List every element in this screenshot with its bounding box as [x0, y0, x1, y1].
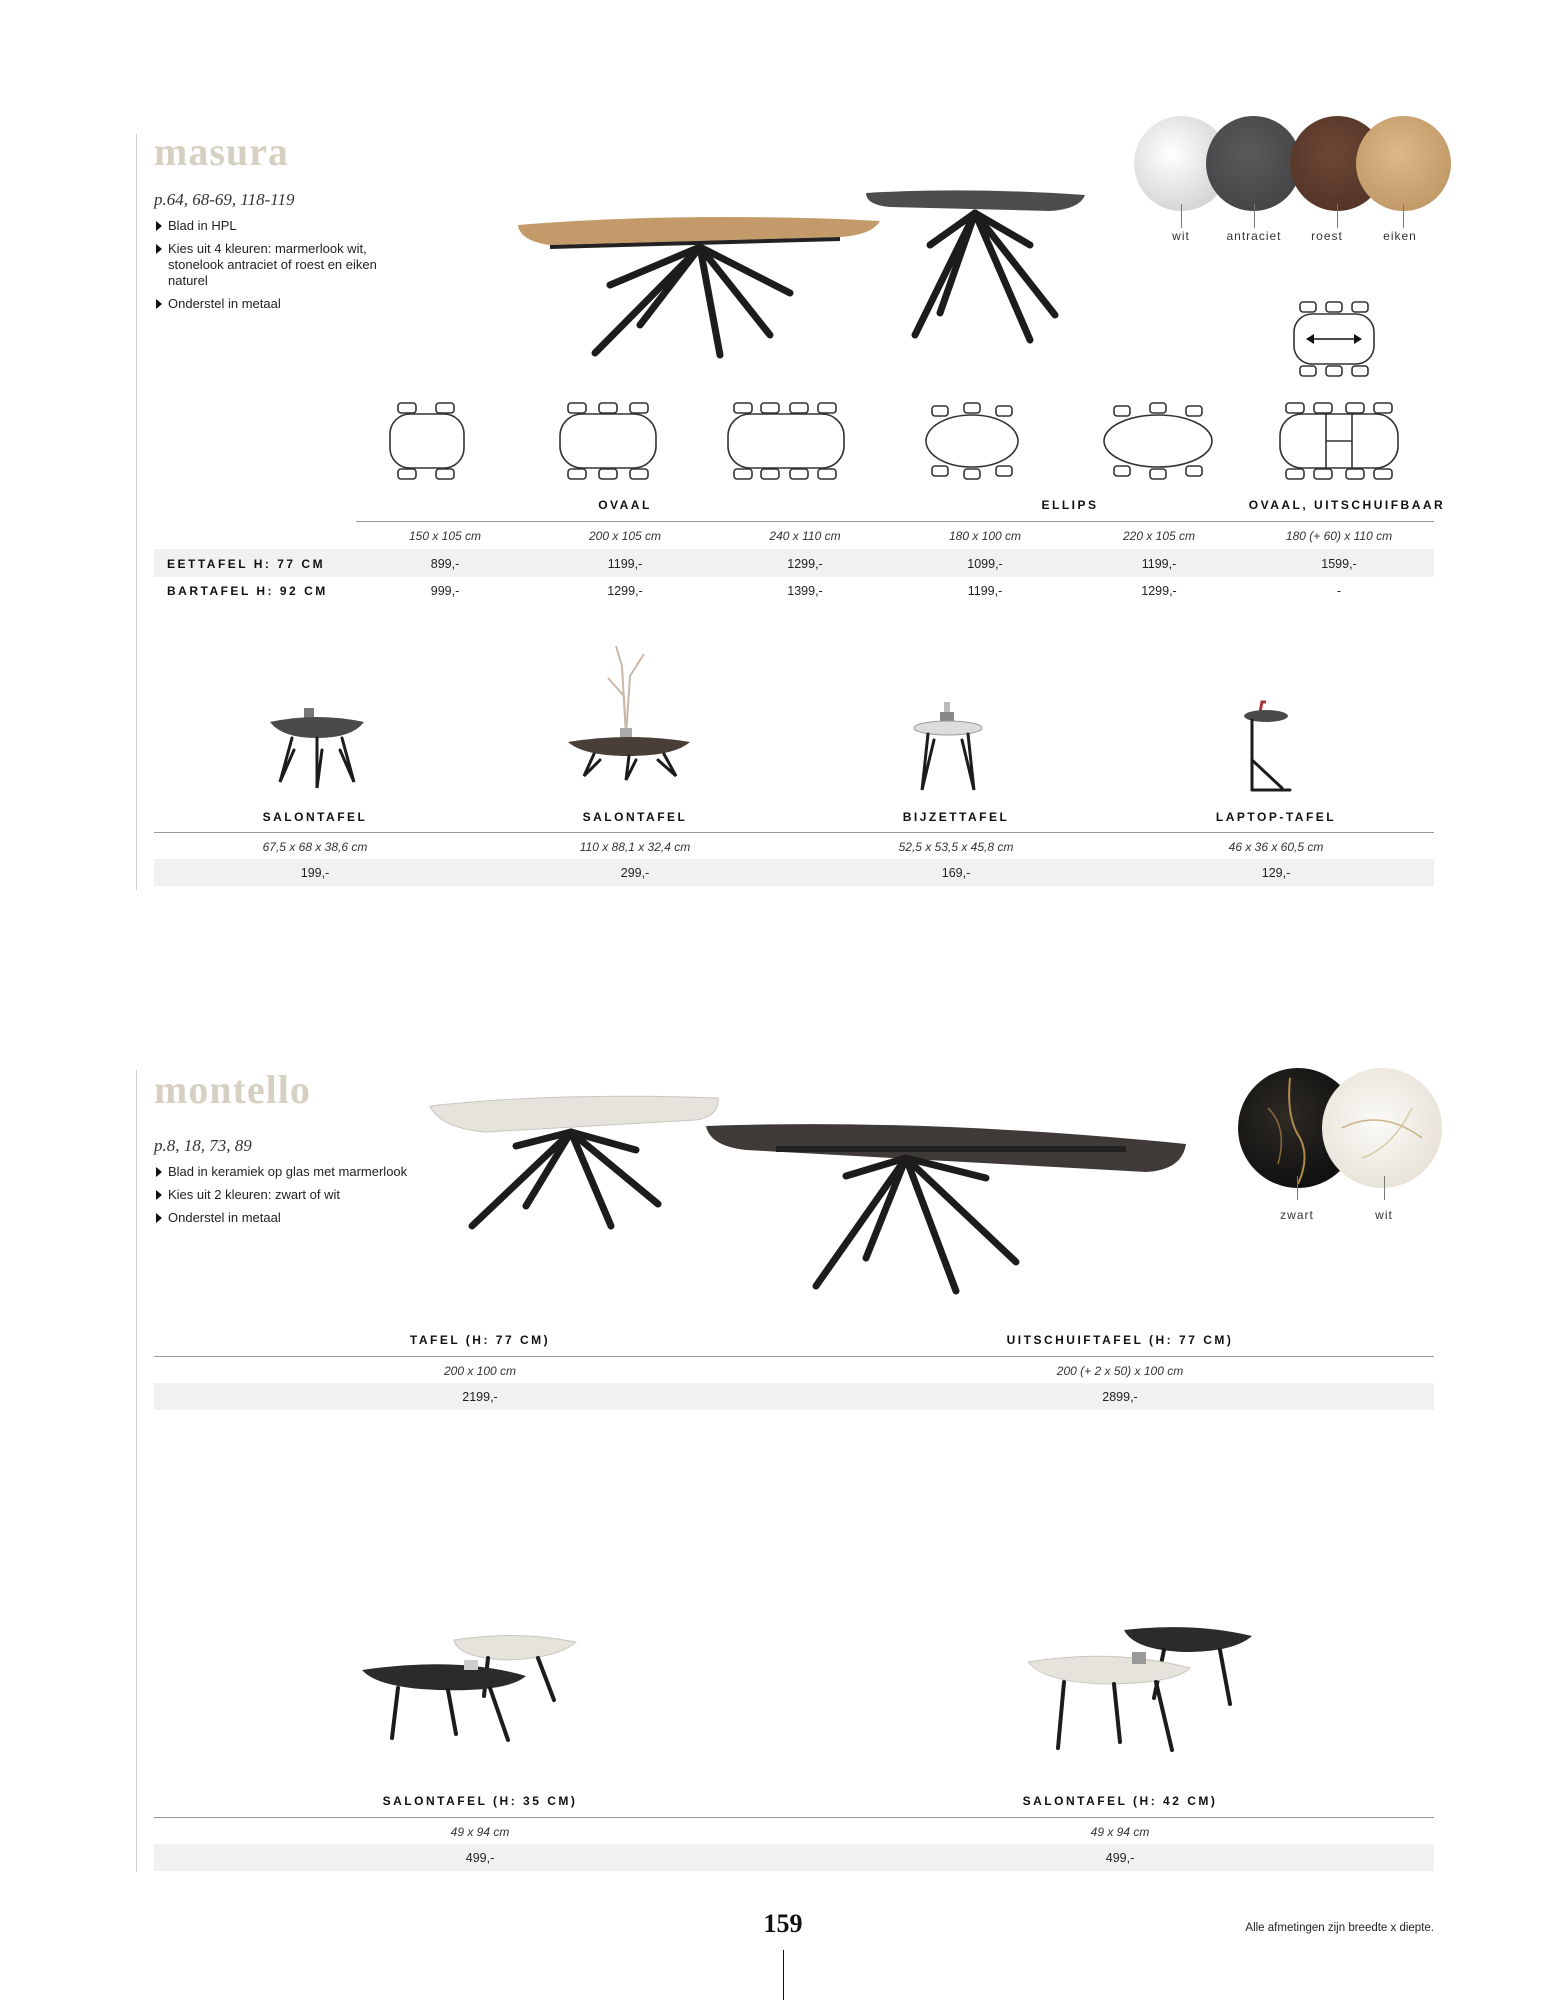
- side-table-price: 169,-: [941, 866, 971, 880]
- montello-dining-tables-image: [426, 1086, 1194, 1296]
- table-diagram-180x110-extendable: [1276, 400, 1402, 482]
- montello-coffee-size: 49 x 94 cm: [1090, 1825, 1150, 1839]
- montello-dining-name: TAFEL (H: 77 CM): [409, 1333, 551, 1347]
- side-table-price: 299,-: [620, 866, 650, 880]
- masura-title: masura: [154, 129, 289, 174]
- montello-coffee-size: 49 x 94 cm: [450, 1825, 510, 1839]
- montello-coffee-price: 499,-: [1105, 1851, 1135, 1865]
- swatch-eiken: [1356, 116, 1451, 211]
- table-diagram-240x110: [724, 400, 848, 482]
- swatch-tick: [1384, 1176, 1385, 1200]
- swatch-tick: [1254, 204, 1255, 228]
- size-cell: 200 x 105 cm: [588, 529, 662, 543]
- side-table-size: 110 x 88,1 x 32,4 cm: [579, 840, 691, 854]
- side-table-name: LAPTOP-TAFEL: [1215, 810, 1337, 824]
- swatch-label: wit: [1375, 1208, 1393, 1222]
- side-table-size: 67,5 x 68 x 38,6 cm: [262, 840, 368, 854]
- swatch-label: zwart: [1280, 1208, 1314, 1222]
- table-rule: [154, 1817, 1434, 1818]
- montello-dining-price: 2899,-: [1102, 1390, 1138, 1404]
- price-cell: 1299,-: [787, 557, 823, 571]
- feature-item: Blad in HPL: [154, 218, 404, 234]
- price-cell: 1299,-: [1141, 584, 1177, 598]
- side-table-size: 52,5 x 53,5 x 45,8 cm: [898, 840, 1014, 854]
- side-table-price: 129,-: [1261, 866, 1291, 880]
- table-rule: [154, 832, 1434, 833]
- montello-page-refs: p.8, 18, 73, 89: [154, 1136, 252, 1155]
- masura-dining-tables-image: [510, 185, 1090, 365]
- table-rule: [154, 1356, 1434, 1357]
- group-header-ellips: ELLIPS: [1041, 498, 1099, 512]
- swatch-label: wit: [1172, 229, 1190, 243]
- size-cell: 240 x 110 cm: [769, 529, 841, 543]
- feature-item: Onderstel in metaal: [154, 296, 404, 312]
- montello-coffee-name: SALONTAFEL (H: 35 CM): [382, 1794, 578, 1808]
- price-cell: 999,-: [430, 584, 460, 598]
- montello-dining-size: 200 x 100 cm: [443, 1364, 517, 1378]
- montello-features: [154, 1164, 454, 1233]
- laptop-tafel-image: [1234, 700, 1306, 796]
- masura-features: [154, 218, 404, 319]
- swatch-tick: [1297, 1176, 1298, 1200]
- swatch-tick: [1181, 204, 1182, 228]
- section-divider-line: [136, 134, 137, 890]
- swatch-label: antraciet: [1226, 229, 1282, 243]
- side-table-size: 46 x 36 x 60,5 cm: [1228, 840, 1324, 854]
- price-cell: 1599,-: [1321, 557, 1357, 571]
- price-cell: 1399,-: [787, 584, 823, 598]
- side-table-name: BIJZETTAFEL: [902, 810, 1010, 824]
- feature-item: Kies uit 2 kleuren: zwart of wit: [154, 1187, 454, 1203]
- montello-dining-name: UITSCHUIFTAFEL (H: 77 CM): [1006, 1333, 1234, 1347]
- price-cell: 1199,-: [967, 584, 1003, 598]
- bijzettafel-image: [910, 700, 986, 796]
- table-diagram-200x105: [556, 400, 660, 482]
- swatch-label: eiken: [1383, 229, 1417, 243]
- size-cell: 180 (+ 60) x 110 cm: [1285, 529, 1393, 543]
- swatch-label: roest: [1311, 229, 1343, 243]
- feature-item: Blad in keramiek op glas met marmerlook: [154, 1164, 454, 1180]
- row-label-bartafel: BARTAFEL H: 92 CM: [167, 584, 328, 598]
- feature-item: Kies uit 4 kleuren: marmerlook wit, stonelook antraciet of roest en eiken naturel: [154, 241, 404, 289]
- montello-salontafel-35-image: [358, 1630, 580, 1744]
- swatch-wit-vein: [1322, 1068, 1442, 1188]
- masura-page-refs: p.64, 68-69, 118-119: [154, 190, 295, 209]
- size-cell: 220 x 105 cm: [1122, 529, 1196, 543]
- price-cell: 899,-: [430, 557, 460, 571]
- montello-dining-size: 200 (+ 2 x 50) x 100 cm: [1056, 1364, 1184, 1378]
- group-header-ovaal-uitschuifbaar: OVAAL, UITSCHUIFBAAR: [1248, 498, 1446, 512]
- price-cell: 1199,-: [607, 557, 643, 571]
- montello-coffee-price: 499,-: [465, 1851, 495, 1865]
- price-cell: -: [1336, 584, 1342, 598]
- montello-coffee-name: SALONTAFEL (H: 42 CM): [1022, 1794, 1218, 1808]
- size-cell: 180 x 100 cm: [948, 529, 1022, 543]
- feature-item: Onderstel in metaal: [154, 1210, 454, 1226]
- page-number: 159: [763, 1909, 803, 1938]
- salontafel-large-image: [564, 636, 694, 782]
- footer-note: Alle afmetingen zijn breedte x diepte.: [1245, 1922, 1434, 1934]
- group-header-ovaal: OVAAL: [598, 498, 652, 512]
- montello-title: montello: [154, 1067, 311, 1112]
- table-diagram-180x100: [922, 400, 1022, 482]
- swatch-antraciet: [1206, 116, 1301, 211]
- side-table-name: SALONTAFEL: [582, 810, 688, 824]
- side-table-name: SALONTAFEL: [262, 810, 368, 824]
- section-divider-line: [136, 1070, 137, 1872]
- table-rule: [356, 521, 1434, 522]
- row-label-eettafel: EETTAFEL H: 77 CM: [167, 557, 326, 571]
- price-cell: 1199,-: [1141, 557, 1177, 571]
- swatch-tick: [1403, 204, 1404, 228]
- swatch-tick: [1337, 204, 1338, 228]
- table-diagram-220x105: [1100, 400, 1216, 482]
- size-cell: 150 x 105 cm: [408, 529, 482, 543]
- salontafel-small-image: [262, 700, 372, 792]
- price-cell: 1299,-: [607, 584, 643, 598]
- price-cell: 1099,-: [967, 557, 1003, 571]
- table-diagram-150x105: [384, 400, 470, 482]
- page-number-line: [783, 1950, 784, 2000]
- side-table-price: 199,-: [300, 866, 330, 880]
- extendable-table-diagram: [1286, 298, 1382, 380]
- montello-dining-price: 2199,-: [462, 1390, 498, 1404]
- montello-salontafel-42-image: [1024, 1622, 1256, 1754]
